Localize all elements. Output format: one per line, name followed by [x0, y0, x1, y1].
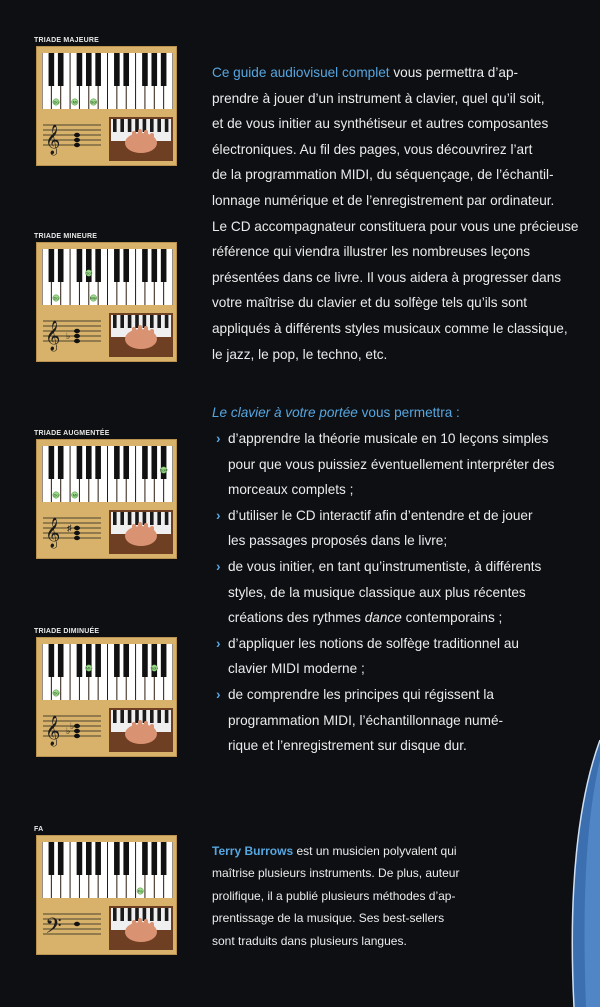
whole-note-icon [74, 334, 80, 338]
treble-clef-icon: 𝄞 [45, 716, 61, 746]
black-key [49, 446, 55, 479]
list-item: › d’utiliser le CD interactif afin d’entendre et de jouer les passages proposés dans le livre; [228, 503, 588, 554]
black-key [114, 249, 120, 282]
note-badge [86, 665, 92, 671]
keyboard-diagram [42, 53, 173, 109]
black-key [114, 644, 120, 677]
black-key [95, 842, 101, 875]
black-key [49, 249, 55, 282]
whole-note-icon [74, 143, 80, 147]
black-key [77, 446, 83, 479]
chord-diagram [36, 439, 177, 559]
note-badge [72, 492, 78, 498]
black-key [77, 53, 83, 86]
black-key [49, 53, 55, 86]
whole-note-icon [74, 729, 80, 733]
svg-text:Sol#: Sol# [159, 467, 168, 473]
black-key [142, 446, 148, 479]
whole-note-icon [74, 531, 80, 535]
intro-paragraph: Ce guide audiovisuel complet vous permettra d’ap- prendre à jouer d’un instrument à clavier, quel qu’il soit, et de vous initier au synthétiseur et autres composantes électroniques. Au fil des pages, vous découvrirez l’art de la programmation MIDI, du séquençage, de l’échantil- lonnage numérique et de l’enregistrement par ordinateur. Le CD accompagnateur constituera pour vous une précieuse référence qui viendra illustrer les nombreuses leçons présentées dans ce livre. Il vous aidera à progresser dans votre maîtrise du clavier et du solfège tels qu’ils sont appliqués à différents styles musicaux comme le classique, le jazz, le pop, le techno, etc. [212, 65, 579, 362]
svg-text:Do: Do [53, 492, 59, 498]
black-key [142, 842, 148, 875]
list-item: › d’appliquer les notions de solfège traditionnel au clavier MIDI moderne ; [228, 631, 588, 682]
note-badge [150, 665, 158, 671]
svg-text:Do: Do [53, 690, 59, 696]
whole-note-icon [74, 734, 80, 738]
black-key [86, 249, 92, 282]
svg-text:Sol: Sol [85, 270, 92, 276]
chevron-right-icon: › [216, 431, 221, 446]
whole-note-icon [74, 724, 80, 728]
black-key [77, 644, 83, 677]
hand-photo [109, 117, 173, 161]
chevron-right-icon: › [216, 507, 221, 523]
black-key [123, 249, 129, 282]
black-key [58, 644, 64, 677]
hand-photo [109, 313, 173, 357]
chord-label: TRIADE MAJEURE [34, 37, 100, 44]
chord-label: FA [34, 826, 44, 833]
benefits-heading: Le clavier à votre portée vous permettra : [212, 405, 460, 420]
black-key [95, 446, 101, 479]
black-key [86, 842, 92, 875]
black-key [142, 53, 148, 86]
chevron-right-icon: › [216, 635, 221, 651]
note-badge [53, 295, 60, 301]
flat-icon: ♭ [66, 331, 71, 341]
black-key [142, 644, 148, 677]
black-key [123, 53, 129, 86]
black-key [58, 842, 64, 875]
chevron-right-icon: › [216, 558, 221, 574]
svg-text:Fa: Fa [137, 888, 143, 894]
black-key [142, 249, 148, 282]
intro-lead: Ce guide audiovisuel complet [212, 65, 390, 80]
black-key [114, 53, 120, 86]
black-key [95, 644, 101, 677]
whole-note-icon [74, 339, 80, 343]
chord-diagram [36, 835, 177, 955]
black-key [114, 842, 120, 875]
black-key [161, 53, 167, 86]
author-bio: Terry Burrows est un musicien polyvalent qui maîtrise plusieurs instruments. De plus, auteur prolifique, il a publié plusieurs méthodes d’ap- prentissage de la musique. Ses best-sellers sont traduits dans plusieurs langues. [212, 844, 460, 948]
svg-text:Mi: Mi [72, 492, 77, 498]
chord-diagram [36, 637, 177, 757]
chevron-right-icon: › [216, 686, 221, 702]
note-badge [137, 888, 143, 894]
whole-note-icon [74, 138, 80, 142]
black-key [151, 446, 157, 479]
black-key [123, 842, 129, 875]
flat-icon: ♭ [66, 726, 71, 736]
black-key [123, 446, 129, 479]
black-key [58, 53, 64, 86]
bass-clef-icon: 𝄢 [45, 914, 62, 944]
hand-photo [109, 708, 173, 752]
keyboard-diagram [42, 644, 173, 700]
svg-text:Mi: Mi [72, 99, 77, 105]
list-item: › de vous initier, en tant qu’instrumentiste, à différents styles, de la musique classique aux plus récentes créations des rythmes dance contemporains ; [228, 554, 588, 631]
music-staff [43, 715, 101, 747]
black-key [86, 53, 92, 86]
list-item: › de comprendre les principes qui régissent la programmation MIDI, l’échantillonnage numé- rique et l’enregistrement sur disque dur. [228, 682, 588, 759]
music-staff [43, 517, 101, 549]
author-name: Terry Burrows [212, 844, 294, 858]
black-key [161, 644, 167, 677]
black-key [95, 53, 101, 86]
flat-icon: ♭ [70, 721, 75, 731]
black-key [86, 644, 92, 677]
black-key [161, 446, 167, 479]
note-badge [160, 467, 169, 473]
svg-text:Sol: Sol [90, 99, 97, 105]
black-key [86, 446, 92, 479]
chord-diagram [36, 242, 177, 362]
music-staff [43, 320, 101, 352]
black-key [114, 446, 120, 479]
black-key [77, 249, 83, 282]
music-staff [43, 914, 101, 944]
note-badge [90, 295, 96, 301]
svg-text:Do: Do [53, 99, 59, 105]
black-key [49, 644, 55, 677]
black-key [151, 842, 157, 875]
black-key [151, 644, 157, 677]
treble-clef-icon: 𝄞 [45, 321, 61, 351]
note-badge [53, 690, 60, 696]
svg-text:Sol♭: Sol♭ [150, 665, 159, 671]
black-key [95, 249, 101, 282]
svg-text:Mi♭: Mi♭ [90, 295, 97, 301]
whole-note-icon [74, 329, 80, 333]
svg-text:Mi♭: Mi♭ [85, 665, 92, 671]
black-key [123, 644, 129, 677]
keyboard-diagram [42, 842, 173, 898]
black-key [151, 53, 157, 86]
black-key [49, 842, 55, 875]
benefits-list [216, 426, 588, 759]
note-badge [53, 99, 60, 105]
chord-label: TRIADE MINEURE [34, 233, 98, 240]
whole-note-icon [74, 536, 80, 540]
keyboard-diagram [42, 446, 173, 502]
hand-photo [109, 906, 173, 950]
black-key [58, 249, 64, 282]
whole-note-icon [74, 922, 80, 926]
note-badge [53, 492, 60, 498]
note-badge [86, 270, 92, 276]
black-key [161, 249, 167, 282]
hand-photo [109, 510, 173, 554]
treble-clef-icon: 𝄞 [45, 518, 61, 548]
chord-diagram [36, 46, 177, 166]
svg-text:Do: Do [53, 295, 59, 301]
whole-note-icon [74, 526, 80, 530]
whole-note-icon [74, 133, 80, 137]
black-key [77, 842, 83, 875]
sharp-icon: ♯ [67, 523, 72, 533]
keyboard-diagram [42, 249, 173, 305]
list-item: › d’apprendre la théorie musicale en 10 leçons simples pour que vous puissiez éventuellement interpréter des morceaux complets ; [228, 426, 588, 503]
black-key [161, 842, 167, 875]
black-key [58, 446, 64, 479]
decorative-swoosh [560, 740, 600, 1007]
chord-label: TRIADE DIMINUÉE [34, 628, 100, 635]
treble-clef-icon: 𝄞 [45, 125, 61, 155]
black-key [151, 249, 157, 282]
chord-label: TRIADE AUGMENTÉE [34, 430, 110, 437]
note-badge [72, 99, 78, 105]
music-staff [43, 124, 101, 156]
note-badge [90, 99, 96, 105]
